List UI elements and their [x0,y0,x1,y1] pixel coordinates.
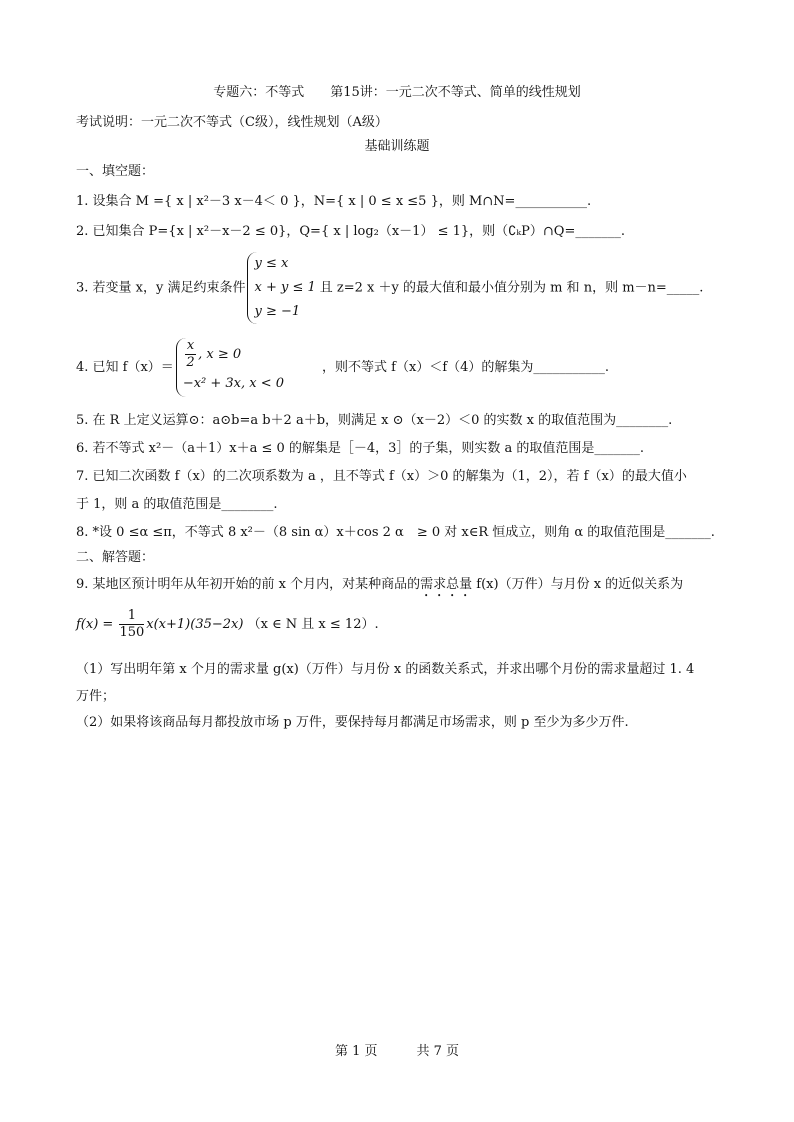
document-title: 专题六：不等式 第15讲：一元二次不等式、简单的线性规划 [213,85,581,100]
question-3 [76,252,703,324]
q4-prefix: 4. 已知 f（x）＝ [76,360,174,375]
question-7-line-1: 7. 已知二次函数 f（x）的二次项系数为 a ，且不等式 f（x）＞0 的解集为（1，2），若 f（x）的最大值小 [76,469,687,484]
formula-condition: （x ∈ N 且 x ≤ 12）. [247,617,379,632]
q3-prefix: 3. 若变量 x，y 满足约束条件 [76,280,246,296]
section1-heading: 一、填空题： [76,164,155,179]
q4-suffix: ，则不等式 f（x）＜f（4）的解集为___________. [322,360,610,375]
formula-fraction [119,608,144,641]
constraint-system [247,252,315,324]
question-8: 8. *设 0 ≤α ≤π，不等式 8 x²－（8 sin α）x＋cos 2 α ≥ 0 对 x∈R 恒成立，则角 α 的取值范围是_______. [76,525,715,540]
subtitle: 基础训练题 [364,139,430,154]
constraint-2: x + y ≤ 1 [254,280,316,295]
q9-intro-pre: 9. 某地区预计明年从年初开始的前 x 个月内，对某种商品的 [76,577,421,592]
question-5: 5. 在 R 上定义运算⊙：a⊙b=a b＋2 a＋b，则满足 x ⊙（x－2）＜0 的实数 x 的取值范围为________. [76,413,673,428]
question-6: 6. 若不等式 x²－（a＋1）x＋a ≤ 0 的解集是［－4，3］的子集，则实数 a 的取值范围是_______. [76,441,645,456]
part-2: （2）如果将该商品每月都投放市场 p 万件，要保持每月都满足市场需求，则 p 至少为多少万件. [76,715,629,730]
piecewise-case-1 [183,338,284,371]
constraint-1: y ≤ x [254,256,289,271]
formula-rhs: x(x+1)(35−2x) [146,617,244,632]
question-7-line-2: 于 1，则 a 的取值范围是________. [76,497,278,512]
part-1-line-2: 万件； [76,689,116,704]
question-9-intro [76,576,683,600]
piecewise-case-2: −x² + 3x, x < 0 [182,376,285,391]
question-2: 2. 已知集合 P={x | x²－x－2 ≤ 0}，Q={ x | log₂（x－1） ≤ 1}，则（∁ₖP）∩Q=_______. [76,224,625,239]
page-footer: 第 1 页 共 7 页 [334,1044,460,1059]
q9-intro-post: f(x)（万件）与月份 x 的近似关系为 [472,577,684,592]
question-1: 1. 设集合 M ={ x | x²－3 x－4＜ 0 }，N={ x | 0 ≤ x ≤5 }，则 M∩N=___________. [76,194,592,209]
case-1-condition: , x ≥ 0 [198,347,242,362]
constraint-3: y ≥ −1 [254,304,301,319]
part-1-line-1: （1）写出明年第 x 个月的需求量 g(x)（万件）与月份 x 的函数关系式，并求出哪个月份的需求量超过 1. 4 [76,662,695,677]
q9-emphasis: 需求总量 [420,577,473,592]
question-4 [76,338,609,397]
section2-heading: 二、解答题： [76,550,155,565]
fraction-x-over-2 [185,338,196,371]
q3-suffix: 且 z=2 x ＋y 的最大值和最小值分别为 m 和 n，则 m－n=_____. [319,280,704,296]
formula-denominator: 150 [119,625,145,640]
formula-numerator: 1 [119,608,144,625]
piecewise-function [176,338,284,397]
fraction-denominator: 2 [186,355,195,370]
fraction-numerator: x [186,338,195,353]
formula-lhs: f(x) = [76,617,114,632]
exam-note: 考试说明：一元二次不等式（C级），线性规划（A级） [76,115,388,130]
demand-formula [76,608,379,641]
